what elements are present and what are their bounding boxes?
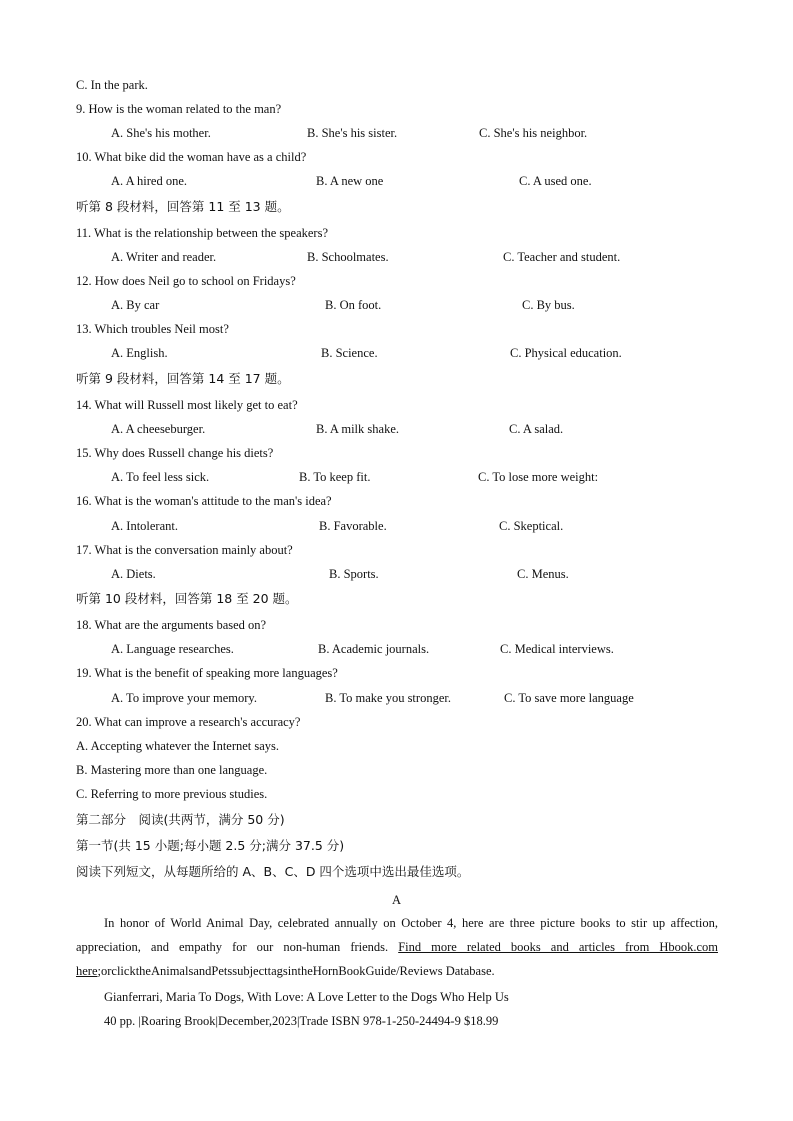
q20-option-c: C. Referring to more previous studies. bbox=[76, 787, 268, 801]
section-instruction-10: 听第 10 段材料，回答第 18 至 20 题。 bbox=[76, 591, 298, 606]
q10-option-a: A. A hired one. bbox=[111, 174, 188, 188]
q18-option-a: A. Language researches. bbox=[111, 642, 234, 656]
paragraph-text: In honor of World Animal Day, celebrated annually on October 4, here are three picture books to stir up affection, appreciation, and empathy for our non-human friends. bbox=[76, 916, 718, 954]
section-instruction-8: 听第 8 段材料，回答第 11 至 13 题。 bbox=[76, 199, 290, 214]
hbook-link[interactable]: Find more related books and articles from Hbook.com here bbox=[76, 940, 718, 978]
q17-option-c: C. Menus. bbox=[517, 567, 569, 581]
q11-option-a: A. Writer and reader. bbox=[111, 250, 217, 264]
q20-option-a: A. Accepting whatever the Internet says. bbox=[76, 739, 280, 753]
question-13: 13. Which troubles Neil most? bbox=[76, 322, 229, 336]
q16-option-a: A. Intolerant. bbox=[111, 519, 178, 533]
question-14: 14. What will Russell most likely get to eat? bbox=[76, 398, 298, 412]
question-17: 17. What is the conversation mainly about? bbox=[76, 543, 293, 557]
q9-option-c: C. She's his neighbor. bbox=[479, 126, 588, 140]
question-15: 15. Why does Russell change his diets? bbox=[76, 446, 274, 460]
question-18: 18. What are the arguments based on? bbox=[76, 618, 267, 632]
q14-option-b: B. A milk shake. bbox=[316, 422, 399, 436]
book-title-line: Gianferrari, Maria To Dogs, With Love: A Love Letter to the Dogs Who Help Us bbox=[104, 990, 509, 1004]
reading-instruction: 阅读下列短文，从每题所给的 A、B、C、D 四个选项中选出最佳选项。 bbox=[76, 864, 470, 879]
q10-option-c: C. A used one. bbox=[519, 174, 592, 188]
question-9: 9. How is the woman related to the man? bbox=[76, 102, 282, 116]
paragraph-tail: ;orclicktheAnimalsandPetssubjecttagsintheHornBookGuide/Reviews Database. bbox=[97, 964, 495, 978]
q15-option-c: C. To lose more weight: bbox=[478, 470, 599, 484]
q16-option-b: B. Favorable. bbox=[319, 519, 387, 533]
q12-option-a: A. By car bbox=[111, 298, 160, 312]
q15-option-b: B. To keep fit. bbox=[299, 470, 371, 484]
q12-option-b: B. On foot. bbox=[325, 298, 382, 312]
q11-option-b: B. Schoolmates. bbox=[307, 250, 389, 264]
q19-option-b: B. To make you stronger. bbox=[325, 691, 451, 705]
q19-option-c: C. To save more language bbox=[504, 691, 634, 705]
q18-option-c: C. Medical interviews. bbox=[500, 642, 614, 656]
passage-paragraph bbox=[76, 911, 718, 983]
q20-option-b: B. Mastering more than one language. bbox=[76, 763, 268, 777]
section-instruction-9: 听第 9 段材料，回答第 14 至 17 题。 bbox=[76, 371, 290, 386]
q14-option-c: C. A salad. bbox=[509, 422, 564, 436]
q17-option-b: B. Sports. bbox=[329, 567, 379, 581]
q19-option-a: A. To improve your memory. bbox=[111, 691, 257, 705]
question-12: 12. How does Neil go to school on Fridays? bbox=[76, 274, 296, 288]
question-19: 19. What is the benefit of speaking more languages? bbox=[76, 666, 338, 680]
q17-option-a: A. Diets. bbox=[111, 567, 156, 581]
question-20: 20. What can improve a research's accuracy? bbox=[76, 715, 301, 729]
section-one-heading: 第一节(共 15 小题;每小题 2.5 分;满分 37.5 分) bbox=[76, 838, 345, 853]
q14-option-a: A. A cheeseburger. bbox=[111, 422, 206, 436]
question-16: 16. What is the woman's attitude to the man's idea? bbox=[76, 494, 332, 508]
q18-option-b: B. Academic journals. bbox=[318, 642, 430, 656]
q16-option-c: C. Skeptical. bbox=[499, 519, 564, 533]
q15-option-a: A. To feel less sick. bbox=[111, 470, 210, 484]
question-10: 10. What bike did the woman have as a child? bbox=[76, 150, 307, 164]
q12-option-c: C. By bus. bbox=[522, 298, 575, 312]
book-info-line: 40 pp. |Roaring Brook|December,2023|Trade ISBN 978-1-250-24494-9 $18.99 bbox=[104, 1014, 499, 1028]
question-11: 11. What is the relationship between the speakers? bbox=[76, 226, 329, 240]
q13-option-b: B. Science. bbox=[321, 346, 378, 360]
q10-option-b: B. A new one bbox=[316, 174, 384, 188]
option-line: C. In the park. bbox=[76, 78, 148, 92]
q9-option-b: B. She's his sister. bbox=[307, 126, 398, 140]
passage-letter: A bbox=[391, 893, 402, 907]
q13-option-a: A. English. bbox=[111, 346, 168, 360]
q13-option-c: C. Physical education. bbox=[510, 346, 622, 360]
part-two-heading: 第二部分 阅读(共两节，满分 50 分) bbox=[76, 812, 285, 827]
q11-option-c: C. Teacher and student. bbox=[503, 250, 621, 264]
q9-option-a: A. She's his mother. bbox=[111, 126, 211, 140]
